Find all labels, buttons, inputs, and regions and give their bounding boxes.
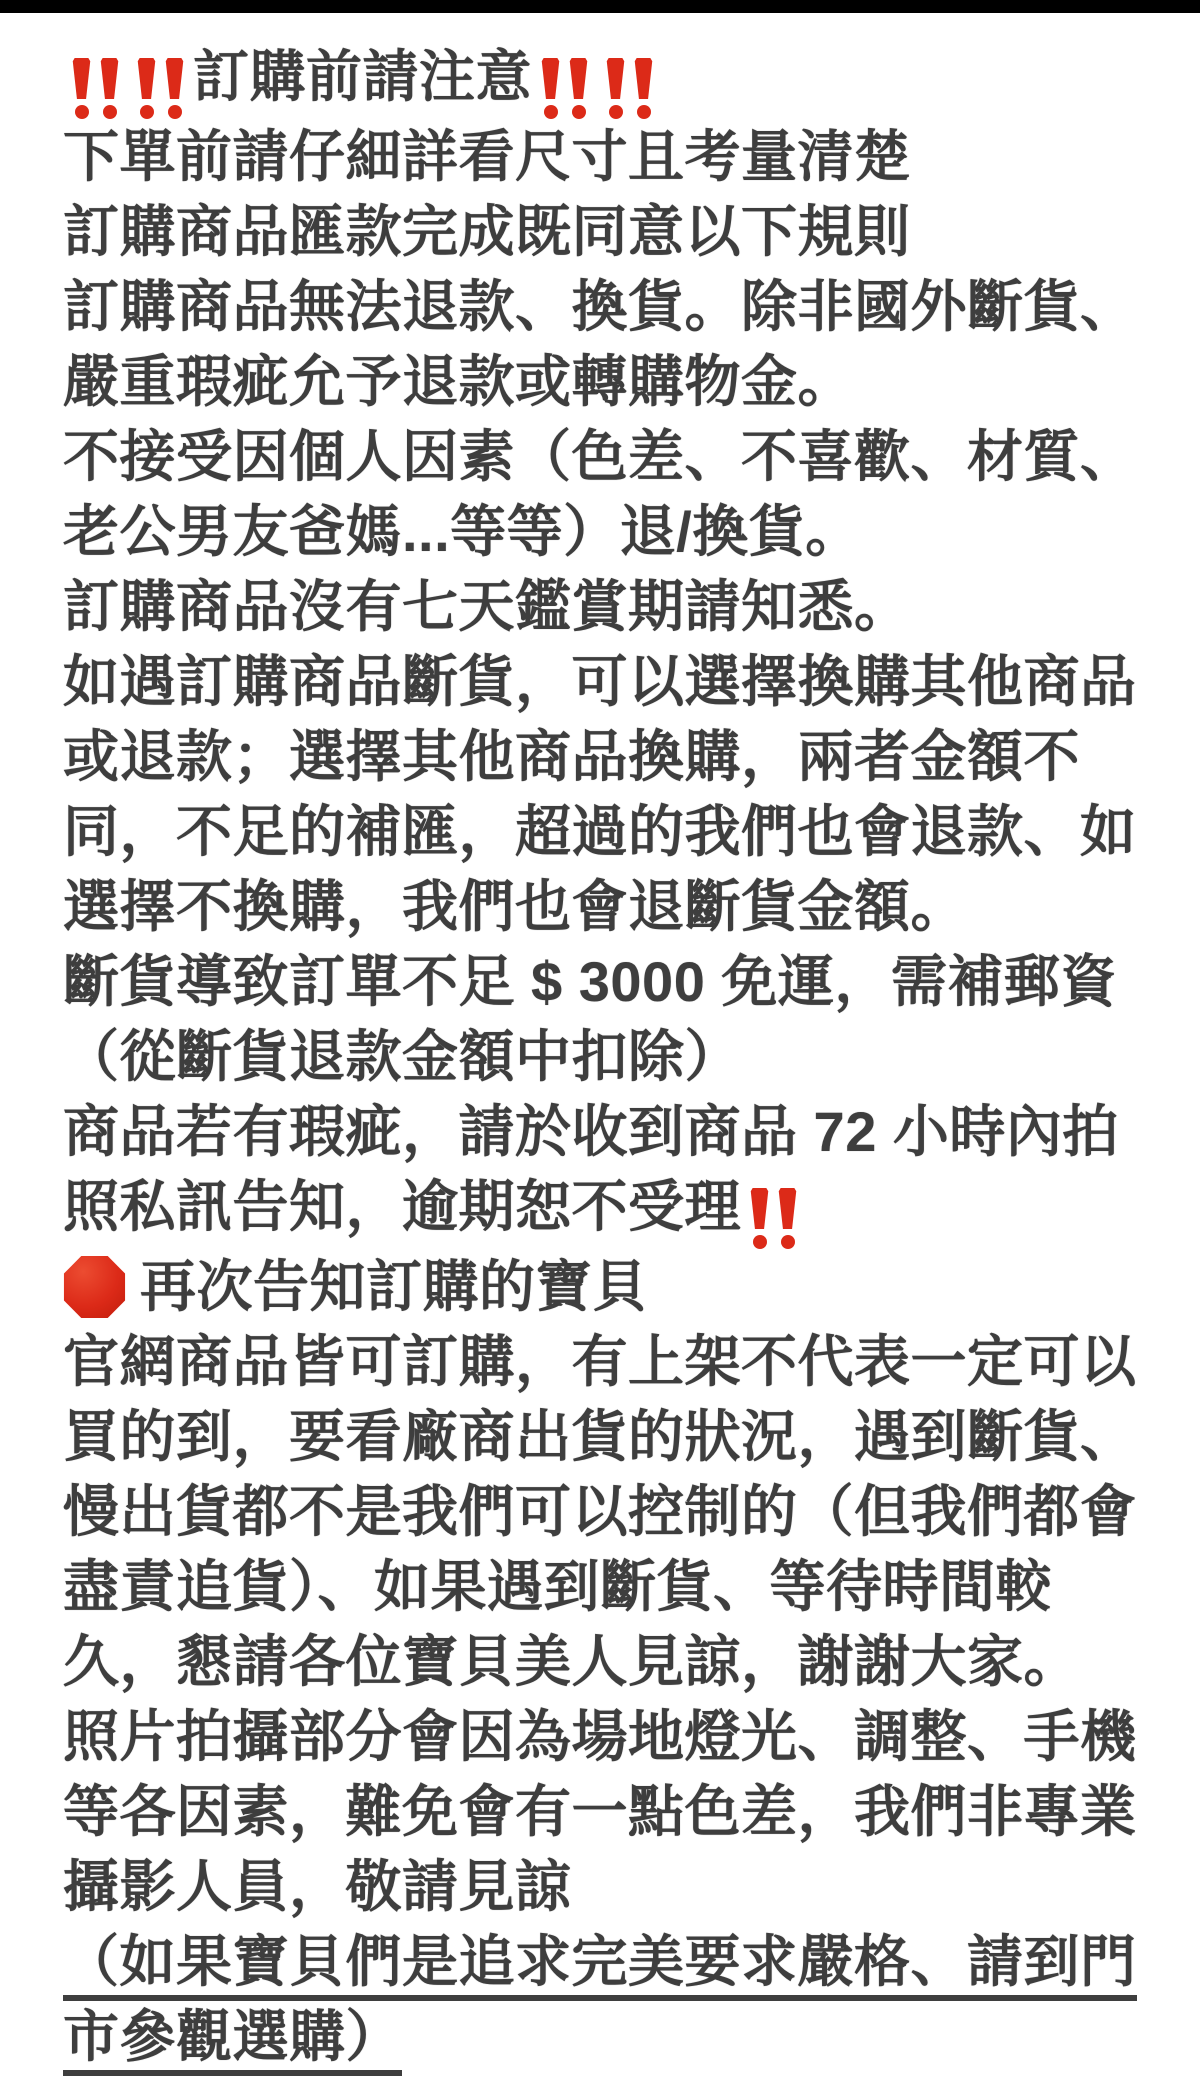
notice-line [63, 1169, 1180, 1249]
notice-line-text: 訂購商品無法退款、換貨。除非國外斷貨、 [63, 275, 1137, 338]
double-exclamation-icon [72, 58, 119, 119]
notice-line-text: 攝影人員，敬請見諒 [63, 1855, 572, 1918]
notice-line-text: 訂購前請注意 [193, 45, 532, 108]
notice-line-text: 盡責追貨）、如果遇到斷貨、等待時間較 [63, 1555, 1052, 1618]
notice-line-text: （從斷貨退款金額中扣除） [63, 1025, 741, 1088]
notice-line [63, 1549, 1180, 1624]
notice-line-text: 選擇不換購，我們也會退斷貨金額。 [63, 875, 967, 938]
notice-line-text: 下單前請仔細詳看尺寸且考量清楚 [63, 125, 911, 188]
notice-line [63, 194, 1180, 269]
notice-line-text: 或退款；選擇其他商品換購，兩者金額不 [63, 725, 1080, 788]
notice-line [63, 1399, 1180, 1474]
notice-line-text: 不接受因個人因素（色差、不喜歡、材質、 [63, 425, 1137, 488]
notice-line [63, 1699, 1180, 1774]
notice-line-text: 商品若有瑕疵，請於收到商品 72 小時內拍 [63, 1100, 1119, 1163]
notice-line-text: 斷貨導致訂單不足 $ 3000 免運，需補郵資 [63, 950, 1117, 1013]
notice-line [63, 1924, 1180, 1999]
notice-line [63, 944, 1180, 1019]
top-bar [0, 0, 1200, 13]
notice-line-text: 老公男友爸媽...等等）退/換貨。 [63, 500, 862, 563]
notice-line-text: 如遇訂購商品斷貨，可以選擇換購其他商品 [63, 650, 1137, 713]
notice-line [63, 1474, 1180, 1549]
double-exclamation-icon [137, 58, 184, 119]
notice-line-text: 訂購商品匯款完成既同意以下規則 [63, 200, 911, 263]
notice-line-text: （如果寶貝們是追求完美要求嚴格、請到門 [63, 1930, 1137, 2001]
notice-line-text: 照私訊告知，逾期恕不受理 [63, 1175, 741, 1238]
notice-line [63, 494, 1180, 569]
notice-line [63, 1324, 1180, 1399]
notice-line [63, 119, 1180, 194]
notice-line [63, 1774, 1180, 1849]
notice-line [63, 644, 1180, 719]
notice-line-text: 等各因素，難免會有一點色差，我們非專業 [63, 1780, 1137, 1843]
double-exclamation-icon [541, 58, 588, 119]
notice-line [63, 1624, 1180, 1699]
notice-line [63, 39, 1180, 119]
notice-line [63, 869, 1180, 944]
notice-line [63, 1849, 1180, 1924]
notice-line [63, 569, 1180, 644]
notice-line [63, 1249, 1180, 1324]
notice-line [63, 344, 1180, 419]
stop-sign-icon [63, 1255, 126, 1319]
order-notice-text [0, 13, 1200, 2074]
notice-line-text: 照片拍攝部分會因為場地燈光、調整、手機 [63, 1705, 1137, 1768]
notice-line [63, 419, 1180, 494]
notice-line-text: 嚴重瑕疵允予退款或轉購物金。 [63, 350, 854, 413]
notice-line-text: 同，不足的補匯，超過的我們也會退款、如 [63, 800, 1137, 863]
notice-line [63, 269, 1180, 344]
notice-line-text: 慢出貨都不是我們可以控制的（但我們都會 [63, 1480, 1137, 1543]
notice-line [63, 1019, 1180, 1094]
notice-line [63, 794, 1180, 869]
notice-line [63, 719, 1180, 794]
notice-line [63, 1094, 1180, 1169]
double-exclamation-icon [606, 58, 653, 119]
notice-line-text: 官網商品皆可訂購，有上架不代表一定可以 [63, 1330, 1137, 1393]
notice-line-text: 買的到，要看廠商出貨的狀況，遇到斷貨、 [63, 1405, 1137, 1468]
double-exclamation-icon [750, 1188, 797, 1249]
notice-line-text: 市參觀選購） [63, 2005, 402, 2076]
notice-line-text: 再次告知訂購的寶貝 [140, 1255, 649, 1318]
notice-line-text: 久，懇請各位寶貝美人見諒，謝謝大家。 [63, 1630, 1080, 1693]
notice-line [63, 1999, 1180, 2074]
notice-line-text: 訂購商品沒有七天鑑賞期請知悉。 [63, 575, 911, 638]
